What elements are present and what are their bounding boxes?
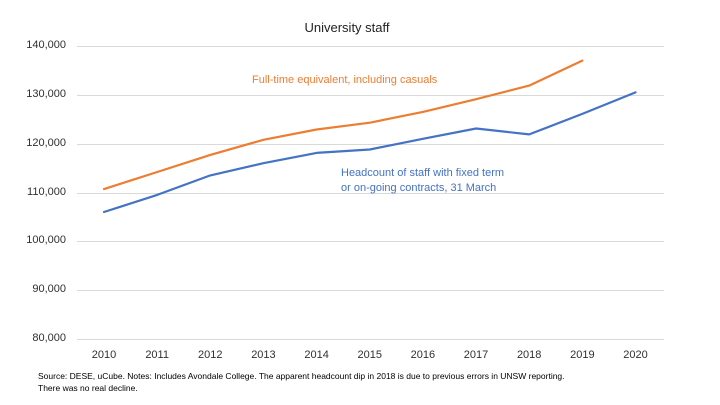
y-axis-tick-label: 140,000 [26,39,66,51]
x-axis-tick-label: 2017 [463,349,489,361]
y-axis-tick-label: 80,000 [32,332,66,344]
chart-title: University staff [304,20,390,35]
x-axis-tick-label: 2011 [145,349,169,361]
footnote-line-2: There was no real decline. [38,383,138,393]
x-axis-tick-label: 2020 [623,349,648,361]
headcount-series-label [341,166,504,196]
x-axis-tick-label: 2016 [410,349,436,361]
x-axis-tick-label: 2015 [357,349,382,361]
fte-series-label: Full-time equivalent, including casuals [252,74,438,86]
y-axis-tick-label: 130,000 [26,87,66,100]
y-axis-tick-label: 100,000 [26,234,66,247]
footnote-line-1: Source: DESE, uCube. Notes: Includes Avondale College. The apparent headcount dip in 2018 is due to previous errors in UNSW reporting. [38,371,565,381]
y-axis-tick-label: 110,000 [27,185,66,198]
x-axis-tick-label: 2013 [251,349,276,361]
headcount-series-label-line-1: Headcount of staff with fixed term [341,167,505,179]
x-axis-tick-label: 2010 [91,349,117,361]
x-axis-tick-label: 2019 [570,349,595,361]
headcount-series-label-line-2: or on-going contracts, 31 March [341,182,497,194]
x-axis-tick-label: 2018 [516,349,542,361]
x-axis-tick-label: 2012 [198,349,223,361]
y-axis-tick-label: 120,000 [26,136,66,149]
y-axis-tick-label: 90,000 [32,283,66,296]
chart-footnote [38,370,565,394]
x-axis-tick-label: 2014 [304,349,329,361]
